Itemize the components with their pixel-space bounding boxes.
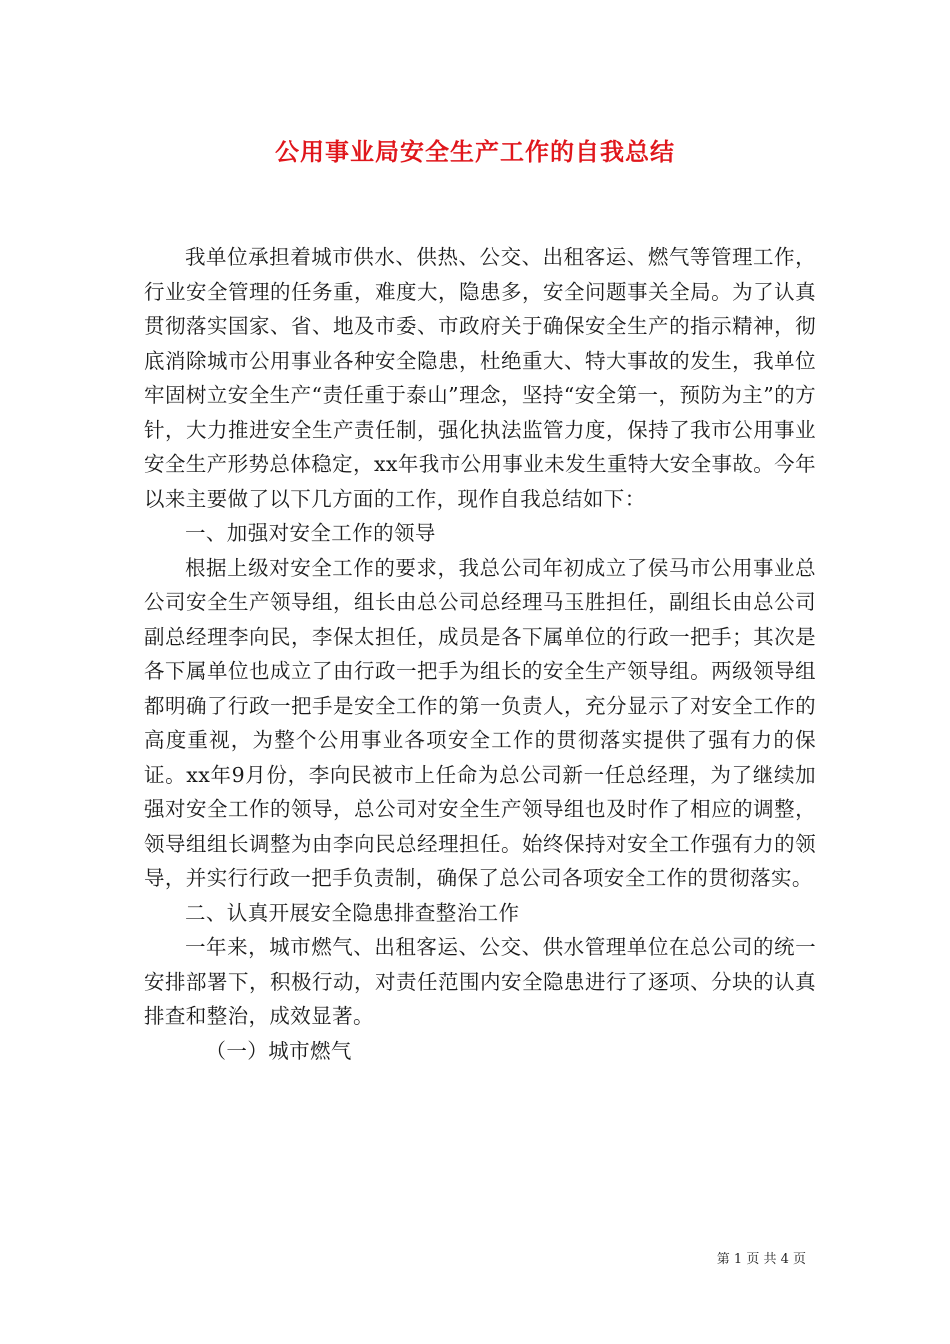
- page-number-footer: 第 1 页 共 4 页: [716, 1252, 806, 1267]
- section-2-paragraph: 一年来，城市燃气、出租客运、公交、供水管理单位在总公司的统一安排部署下，积极行动，对责任范围内安全隐患进行了逐项、分块的认真排查和整治，成效显著。: [144, 935, 816, 1028]
- subsection-heading-1: （一）城市燃气: [205, 1038, 352, 1063]
- section-1-paragraph: 根据上级对安全工作的要求，我总公司年初成立了侯马市公用事业总公司安全生产领导组，组长由总公司总经理马玉胜担任，副组长由总公司副总经理李向民，李保太担任，成员是各下属单位的行政一把手；其次是各下属单位也成立了由行政一把手为组长的安全生产领导组。两级领导组都明确了行政一把手是安全工作的第一负责人，充分显示了对安全工作的高度重视，为整个公用事业各项安全工作的贯彻落实提供了强有力的保证。xx年9月份，李向民被市上任命为总公司新一任总经理，为了继续加强对安全工作的领导，总公司对安全生产领导组也及时作了相应的调整，领导组组长调整为由李向民总经理担任。始终保持对安全工作强有力的领导，并实行行政一把手负责制，确保了总公司各项安全工作的贯彻落实。: [144, 555, 816, 890]
- document-body: [144, 240, 816, 1068]
- document-title: 公用事业局安全生产工作的自我总结: [275, 137, 675, 166]
- section-heading-1: 一、加强对安全工作的领导: [185, 521, 436, 545]
- intro-paragraph: 我单位承担着城市供水、供热、公交、出租客运、燃气等管理工作，行业安全管理的任务重，难度大，隐患多，安全问题事关全局。为了认真贯彻落实国家、省、地及市委、市政府关于确保安全生产的指示精神，彻底消除城市公用事业各种安全隐患，杜绝重大、特大事故的发生，我单位牢固树立安全生产“责任重于泰山”理念，坚持“安全第一，预防为主”的方针，大力推进安全生产责任制，强化执法监管力度，保持了我市公用事业安全生产形势总体稳定，xx年我市公用事业未发生重特大安全事故。今年以来主要做了以下几方面的工作，现作自我总结如下：: [144, 245, 816, 511]
- section-heading-2: 二、认真开展安全隐患排查整治工作: [185, 900, 520, 925]
